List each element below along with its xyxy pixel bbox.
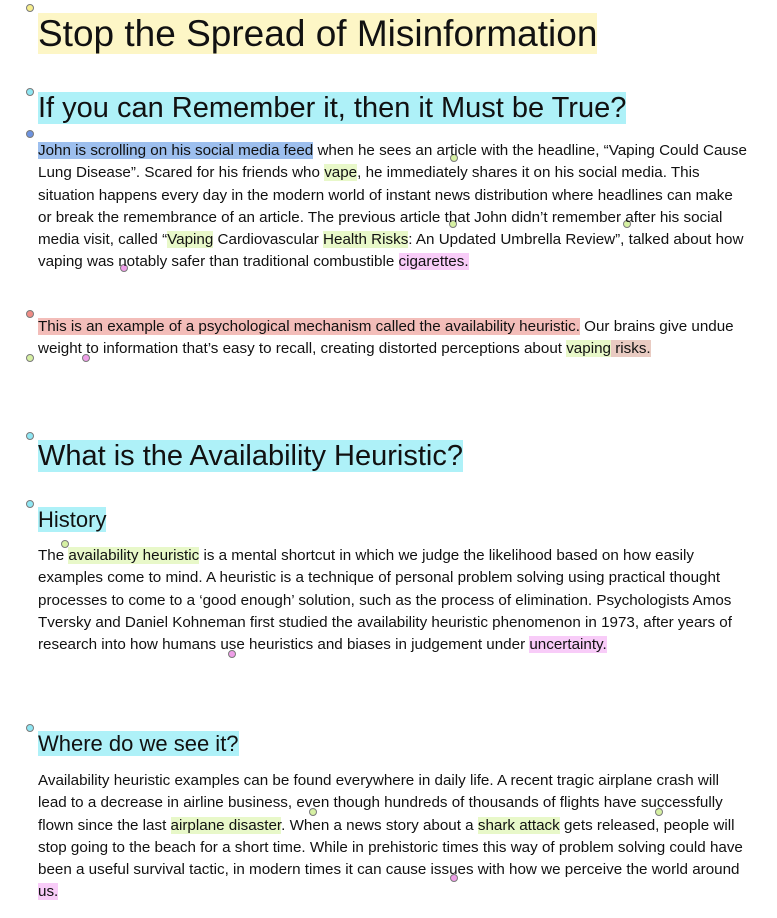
text-run: . When a news story about a <box>281 816 478 834</box>
annotation-pin-heading[interactable] <box>26 432 34 440</box>
title-highlight: Stop the Spread of Misinformation <box>38 13 598 54</box>
highlight-green: Health Risks <box>323 231 409 249</box>
highlight-green: vaping <box>566 340 611 358</box>
annotation-pin-title[interactable] <box>26 4 34 12</box>
page-title <box>38 12 597 56</box>
text-run: Our brains give undue weight to information that’s easy to recall, creating distorted perceptions about <box>38 318 734 358</box>
section-heading <box>38 438 463 474</box>
annotation-pin-heading[interactable] <box>26 88 34 96</box>
annotation-pin-heading[interactable] <box>26 724 34 732</box>
heading-highlight: If you can Remember it, then it Must be True? <box>38 92 627 124</box>
highlight-green: availability heuristic <box>68 547 200 564</box>
highlight-pink: uncertainty. <box>529 636 607 654</box>
text-run: Availability heuristic examples can be found everywhere in daily life. A recent tragic airplane crash will lead to a decrease in airline business, even though hundreds of thousands of flights have successfully flown since the last <box>38 772 723 834</box>
highlight-red: This is an example of a psychological mechanism called the availability heuristic. <box>38 318 580 335</box>
heading-highlight: What is the Availability Heuristic? <box>38 440 463 472</box>
intro-paragraph <box>38 140 750 274</box>
annotation-pin-highlight[interactable] <box>26 130 34 138</box>
highlight-pink: us. <box>38 883 59 901</box>
annotation-pin-highlight[interactable] <box>26 354 34 362</box>
highlight-green: Vaping <box>167 231 214 249</box>
annotation-pin-highlight[interactable] <box>26 310 34 318</box>
highlight-green: vape <box>324 164 358 182</box>
text-run: , he immediately shares it on his social media. This situation happens every day in the modern world of instant news distribution where headlines can make or break the remembrance of an article. The previous article that John didn’t remember after his social media visit, called “ <box>38 164 733 249</box>
highlight-green: airplane disaster <box>170 816 282 834</box>
highlight-tan: risks. <box>615 340 651 358</box>
text-run: is a mental shortcut in which we judge the likelihood based on how easily examples come to mind. A heuristic is a technique of personal problem solving using practical thought processes to come to a ‘good enough’ solution, such as the process of elimination. Psychologists Amos Tversky and Daniel Kohneman first studied the availability heuristic phenomenon in 1973, after years of research into how humans use heuristics and biases in judgement under <box>38 547 732 654</box>
example-paragraph <box>38 316 750 361</box>
highlight-pink: cigarettes. <box>398 253 469 271</box>
history-paragraph <box>38 545 750 656</box>
text-run: Cardiovascular <box>213 231 324 249</box>
text-run: The <box>38 547 69 564</box>
text-run: when he sees an article with the headline, “Vaping Could Cause Lung Disease”. Scared for his friends who <box>38 142 747 182</box>
heading-highlight: History <box>38 507 107 532</box>
annotation-pin-heading[interactable] <box>26 500 34 508</box>
text-run: : An Updated Umbrella Review”, talked about how vaping was notably safer than traditional combustible <box>38 231 744 271</box>
section-heading <box>38 90 626 126</box>
subsection-heading <box>38 730 239 758</box>
highlight-blue: John is scrolling on his social media feed <box>38 142 314 159</box>
subsection-heading <box>38 506 106 534</box>
highlight-green: shark attack <box>477 816 560 834</box>
heading-highlight: Where do we see it? <box>38 731 239 756</box>
text-run: gets released, people will stop going to the beach for a short time. While in prehistoric times this way of problem solving could have been a useful survival tactic, in modern times it can cause issues with how we perceive the world around <box>38 816 743 879</box>
examples-paragraph <box>38 770 750 904</box>
